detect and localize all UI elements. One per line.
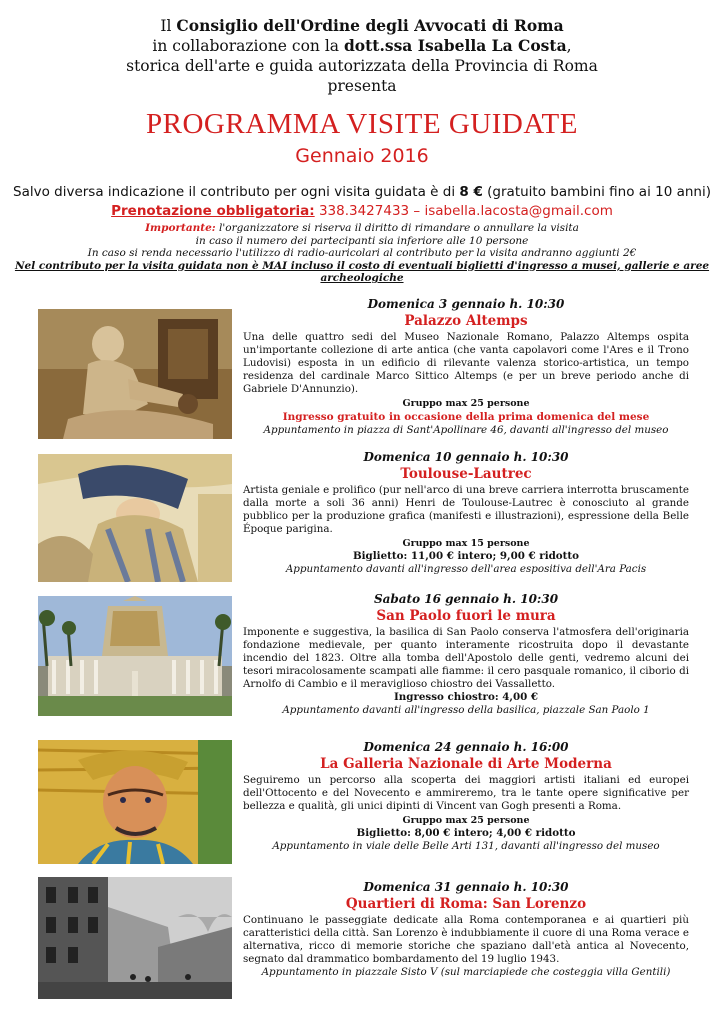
contribution-prefix: Salvo diversa indicazione il contributo per ogni visita guidata è di <box>13 184 460 200</box>
intro-line2-prefix: in collaborazione con la <box>152 37 344 55</box>
contribution-amount: 8 € <box>459 184 483 200</box>
event-free-entry: Ingresso gratuito in occasione della prima domenica del mese <box>282 411 650 423</box>
event-description: Una delle quattro sedi del Museo Nazionale Romano, Palazzo Altemps ospita un'importante collezione di arte antica (che vanta capolavori come l'Ares e il Trono Ludovisi) esposta in un edificio di rilevante valenza storico-artistica, un tempo residenza del cardinale Marco Sittico Altemps (e per un breve periodo anche di Gabriele D'Annunzio). <box>243 331 689 395</box>
event-date: Domenica 31 gennaio h. 10:30 <box>363 880 569 894</box>
event-description: Continuano le passeggiate dedicate alla Roma contemporanea e ai quartieri più caratteristici della città. San Lorenzo è indubbiamente il cuore di una Roma verace e alternativa, ricco di memorie storiche che spaziano dall'età antica al Novecento, segnato dal drammatico bombardamento del 19 luglio 1943. <box>243 914 689 965</box>
event-description: Imponente e suggestiva, la basilica di San Paolo conserva l'atmosfera dell'originaria fondazione medievale, per quanto interamente ricostruita dopo il devastante incendio del 1823. Oltre alla tomba dell'Apostolo delle genti, vedremo alcuni dei tesori miracolosamente scampati alle fiamme: il cero pasquale romanico, il ciborio di Arnolfo di Cambio e il meraviglioso chiostro dei Vassalletto. <box>243 626 689 690</box>
intro-line2-suffix: , <box>566 37 572 55</box>
presents-text: presenta <box>327 77 397 95</box>
notes-line3: In caso si renda necessario l'utilizzo di radio-auricolari al contributo per la visita andranno aggiunti 2€ <box>87 247 637 259</box>
event-date: Domenica 10 gennaio h. 10:30 <box>363 450 569 464</box>
event-group-size: Gruppo max 15 persone <box>402 538 530 549</box>
poster-image <box>38 454 232 582</box>
event-ticket-price: Biglietto: 11,00 € intero; 9,00 € ridotto <box>352 550 580 562</box>
organizer-name: Consiglio dell'Ordine degli Avvocati di Roma <box>176 16 564 35</box>
event-date: Domenica 24 gennaio h. 16:00 <box>363 740 569 754</box>
event-title: Toulouse-Lautrec <box>400 466 532 482</box>
event-ticket-price: Ingresso chiostro: 4,00 € <box>393 691 539 703</box>
important-label: Importante: <box>145 222 216 234</box>
event-text <box>243 880 689 979</box>
event-meeting-point: Appuntamento davanti all'ingresso della basilica, piazzale San Paolo 1 <box>282 704 650 716</box>
guide-role: storica dell'arte e guida autorizzata della Provincia di Roma <box>126 57 598 75</box>
booking-line <box>0 203 724 219</box>
contribution-text <box>0 184 724 200</box>
important-text: l'organizzatore si riserva il diritto di rimandare o annullare la visita <box>215 222 579 234</box>
event-title: Quartieri di Roma: San Lorenzo <box>345 896 587 912</box>
event-date: Domenica 3 gennaio h. 10:30 <box>367 297 565 311</box>
notes-line4: Nel contributo per la visita guidata non è MAI incluso il costo di eventuali biglietti d'ingresso a musei, gallerie e aree archeologiche <box>14 259 710 284</box>
event-meeting-point: Appuntamento in viale delle Belle Arti 131, davanti all'ingresso del museo <box>272 840 660 852</box>
event-meeting-point: Appuntamento in piazza di Sant'Apollinare 46, davanti all'ingresso del museo <box>263 424 669 436</box>
event-ticket-price: Biglietto: 8,00 € intero; 4,00 € ridotto <box>356 827 576 839</box>
event-group-size: Gruppo max 25 persone <box>402 815 530 826</box>
event-description: Seguiremo un percorso alla scoperta dei maggiori artisti italiani ed europei dell'Ottocento e del Novecento e ammireremo, tra le tante opere significative per bellezza e qualità, gli unici dipinti di Vincent van Gogh presenti a Roma. <box>243 774 689 812</box>
booking-contact[interactable]: 338.3427433 – isabella.lacosta@gmail.com <box>314 203 613 219</box>
intro-line1-prefix: Il <box>160 17 177 35</box>
notes-line2: in caso il numero dei partecipanti sia inferiore alle 10 persone <box>195 234 529 247</box>
event-description: Artista geniale e prolifico (pur nell'arco di una breve carriera interrotta bruscamente dalla morte a soli 36 anni) Henri de Toulouse-Lautrec è conosciuto al grande pubblico per la produzione grafica (manifesti e illustrazioni), espressione della Belle Époque parigina. <box>243 484 689 535</box>
booking-label: Prenotazione obbligatoria: <box>111 203 315 219</box>
event-title: San Paolo fuori le mura <box>376 608 556 624</box>
guide-name: dott.ssa Isabella La Costa <box>343 36 567 55</box>
event-text <box>243 297 689 437</box>
san-lorenzo-photo <box>38 877 232 999</box>
statue-image <box>38 309 232 439</box>
contribution-suffix: (gratuito bambini fino ai 10 anni) <box>482 184 711 200</box>
van-gogh-image <box>38 740 232 864</box>
event-meeting-point: Appuntamento in piazzale Sisto V (sul marciapiede che costeggia villa Gentili) <box>261 966 671 978</box>
event-title: Palazzo Altemps <box>404 313 528 329</box>
event-meeting-point: Appuntamento davanti all'ingresso dell'area espositiva dell'Ara Pacis <box>285 563 647 575</box>
intro-block <box>0 16 724 96</box>
event-group-size: Gruppo max 25 persone <box>402 398 530 409</box>
event-text <box>243 740 689 853</box>
event-text <box>243 592 689 717</box>
page-subtitle: Gennaio 2016 <box>295 145 429 167</box>
notes-block <box>0 222 724 285</box>
event-text <box>243 450 689 576</box>
event-date: Sabato 16 gennaio h. 10:30 <box>373 592 559 606</box>
event-title: La Galleria Nazionale di Arte Moderna <box>320 756 612 772</box>
page-title: PROGRAMMA VISITE GUIDATE <box>146 108 578 140</box>
basilica-image <box>38 596 232 716</box>
